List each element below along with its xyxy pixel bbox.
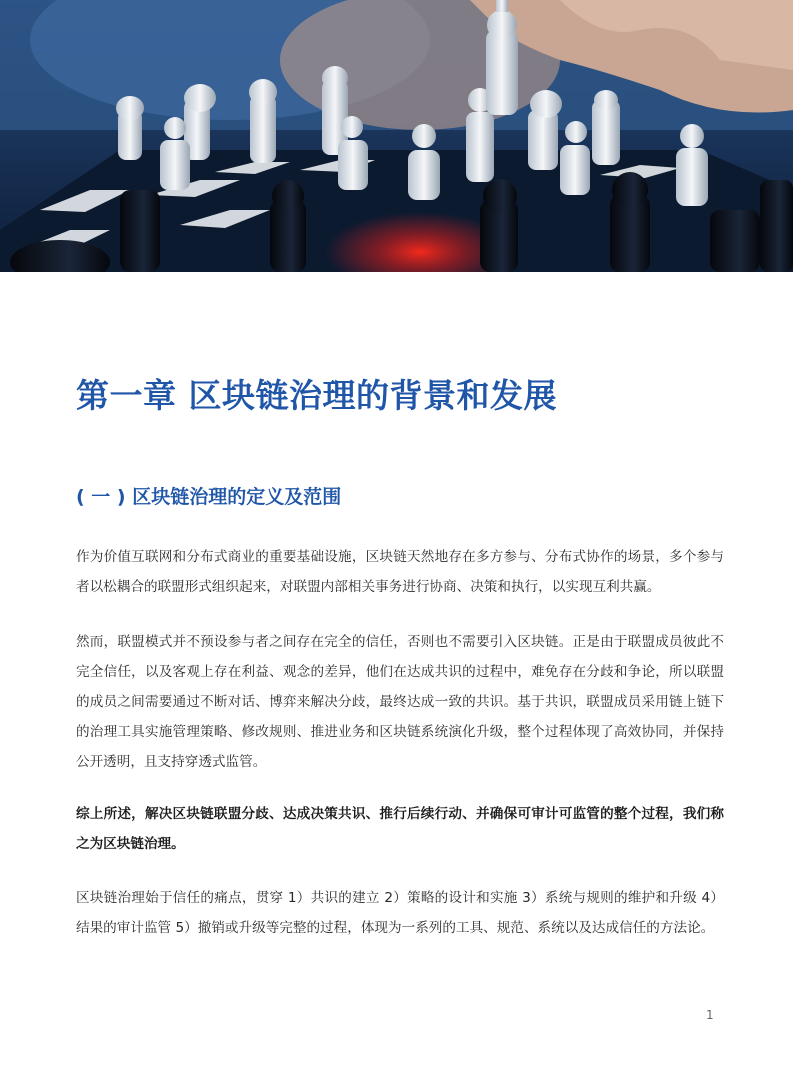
- header-chess-photo: [0, 0, 793, 272]
- paragraph-summary: 综上所述，解决区块链联盟分歧、达成决策共识、推行后续行动、并确保可审计可监管的整个过程，我们称之为区块链治理。: [76, 806, 724, 852]
- paragraph-2: 然而，联盟模式并不预设参与者之间存在完全的信任，否则也不需要引入区块链。正是由于联盟成员彼此不完全信任，以及客观上存在利益、观念的差异，他们在达成共识的过程中，难免存在分歧和争论，所以联盟的成员之间需要通过不断对话、博弈来解决分歧，最终达成一致的共识。基于共识，联盟成员采用链上链下的治理工具实施管理策略、修改规则、推进业务和区块链系统演化升级，整个过程体现了高效协同，并保持公开透明，且支持穿透式监管。: [76, 634, 724, 770]
- page-number: 1: [706, 1008, 714, 1022]
- paragraph-1: 作为价值互联网和分布式商业的重要基础设施，区块链天然地存在多方参与、分布式协作的场景，多个参与者以松耦合的联盟形式组织起来，对联盟内部相关事务进行协商、决策和执行，以实现互利共赢。: [76, 549, 724, 595]
- section-title: ( 一 ) 区块链治理的定义及范围: [76, 486, 342, 508]
- chapter-title: 第一章 区块链治理的背景和发展: [76, 376, 557, 415]
- chess-board-photo: [0, 0, 793, 272]
- paragraph-3: 区块链治理始于信任的痛点，贯穿 1）共识的建立 2）策略的设计和实施 3）系统与规则的维护和升级 4）结果的审计监管 5）撤销或升级等完整的过程，体现为一系列的工具、规范、系统以及达成信任的方法论。: [76, 890, 724, 936]
